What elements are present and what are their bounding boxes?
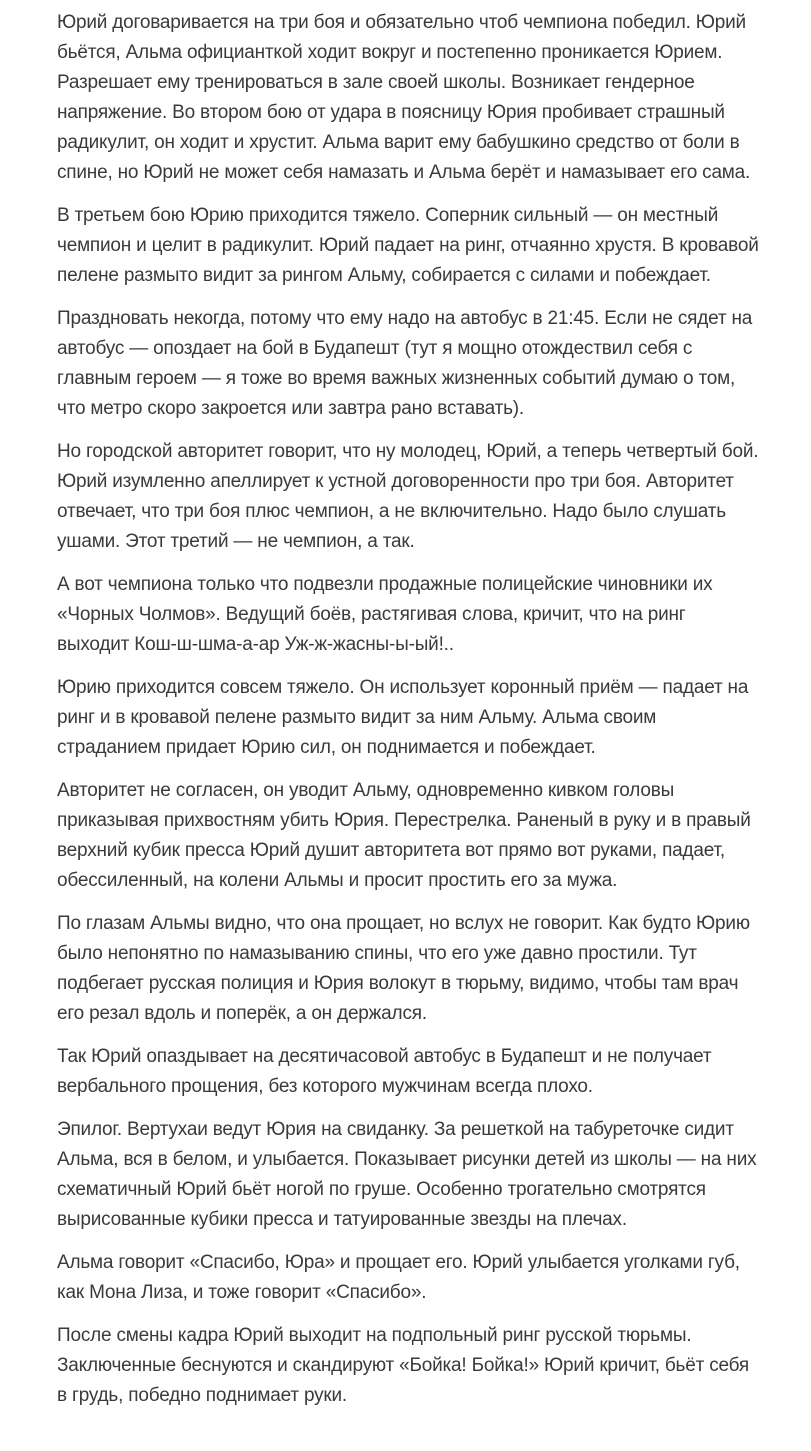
paragraph-2: В третьем бою Юрию приходится тяжело. Соперник сильный — он местный чемпион и целит в радикулит. Юрий падает на ринг, отчаянно хрустя. В кровавой пелене размыто видит за рингом Альму, собирается с силами и побеждает. bbox=[57, 205, 759, 286]
paragraph-5: А вот чемпиона только что подвезли продажные полицейские чиновники их «Чорных Чолмов». Ведущий боёв, растягивая слова, кричит, что на ринг выходит Кош-ш-шма-а-ар Уж-ж-жасны-ы-ый!.. bbox=[57, 574, 713, 655]
paragraph-6: Юрию приходится совсем тяжело. Он использует коронный приём — падает на ринг и в кровавой пелене размыто видит за ним Альму. Альма своим страданием придает Юрию сил, он поднимается и побеждает. bbox=[57, 677, 749, 758]
paragraph-9: Так Юрий опаздывает на десятичасовой автобус в Будапешт и не получает вербального прощения, без которого мужчинам всегда плохо. bbox=[57, 1046, 712, 1097]
paragraph-1: Юрий договаривается на три боя и обязательно чтоб чемпиона победил. Юрий бьётся, Альма официанткой ходит вокруг и постепенно проникается Юрием. Разрешает ему тренироваться в зале своей школы. Возникает гендерное напряжение. Во втором бою от удара в поясницу Юрия пробивает страшный радикулит, он ходит и хрустит. Альма варит ему бабушкино средство от боли в спине, но Юрий не может себя намазать и Альма берёт и намазывает его сама. bbox=[57, 12, 751, 183]
paragraph-12: После смены кадра Юрий выходит на подпольный ринг русской тюрьмы. Заключенные беснуются и скандируют «Бойка! Бойка!» Юрий кричит, бьёт себя в грудь, победно поднимает руки. bbox=[57, 1325, 750, 1406]
paragraph-8: По глазам Альмы видно, что она прощает, но вслух не говорит. Как будто Юрию было непонятно по намазыванию спины, что его уже давно простили. Тут подбегает русская полиция и Юрия волокут в тюрьму, видимо, чтобы там врач его резал вдоль и поперёк, а он держался. bbox=[57, 913, 750, 1024]
paragraph-11: Альма говорит «Спасибо, Юра» и прощает его. Юрий улыбается уголками губ, как Мона Лиза, и тоже говорит «Спасибо». bbox=[57, 1252, 740, 1303]
paragraph-3: Праздновать некогда, потому что ему надо на автобус в 21:45. Если не сядет на автобус — опоздает на бой в Будапешт (тут я мощно отождествил себя с главным героем — я тоже во время важных жизненных событий думаю о том, что метро скоро закроется или завтра рано вставать). bbox=[57, 308, 753, 419]
paragraph-4: Но городской авторитет говорит, что ну молодец, Юрий, а теперь четвертый бой. Юрий изумленно апеллирует к устной договоренности про три боя. Авторитет отвечает, что три боя плюс чемпион, а не включительно. Надо было слушать ушами. Этот третий — не чемпион, а так. bbox=[57, 441, 759, 552]
paragraph-7: Авторитет не согласен, он уводит Альму, одновременно кивком головы приказывая прихвостням убить Юрия. Перестрелка. Раненый в руку и в правый верхний кубик пресса Юрий душит авторитета вот прямо вот руками, падает, обессиленный, на колени Альмы и просит простить его за мужа. bbox=[57, 780, 751, 891]
paragraph-10: Эпилог. Вертухаи ведут Юрия на свиданку. За решеткой на табуреточке сидит Альма, вся в белом, и улыбается. Показывает рисунки детей из школы — на них схематичный Юрий бьёт ногой по груше. Особенно трогательно смотрятся вырисованные кубики пресса и татуированные звезды на плечах. bbox=[57, 1119, 757, 1230]
